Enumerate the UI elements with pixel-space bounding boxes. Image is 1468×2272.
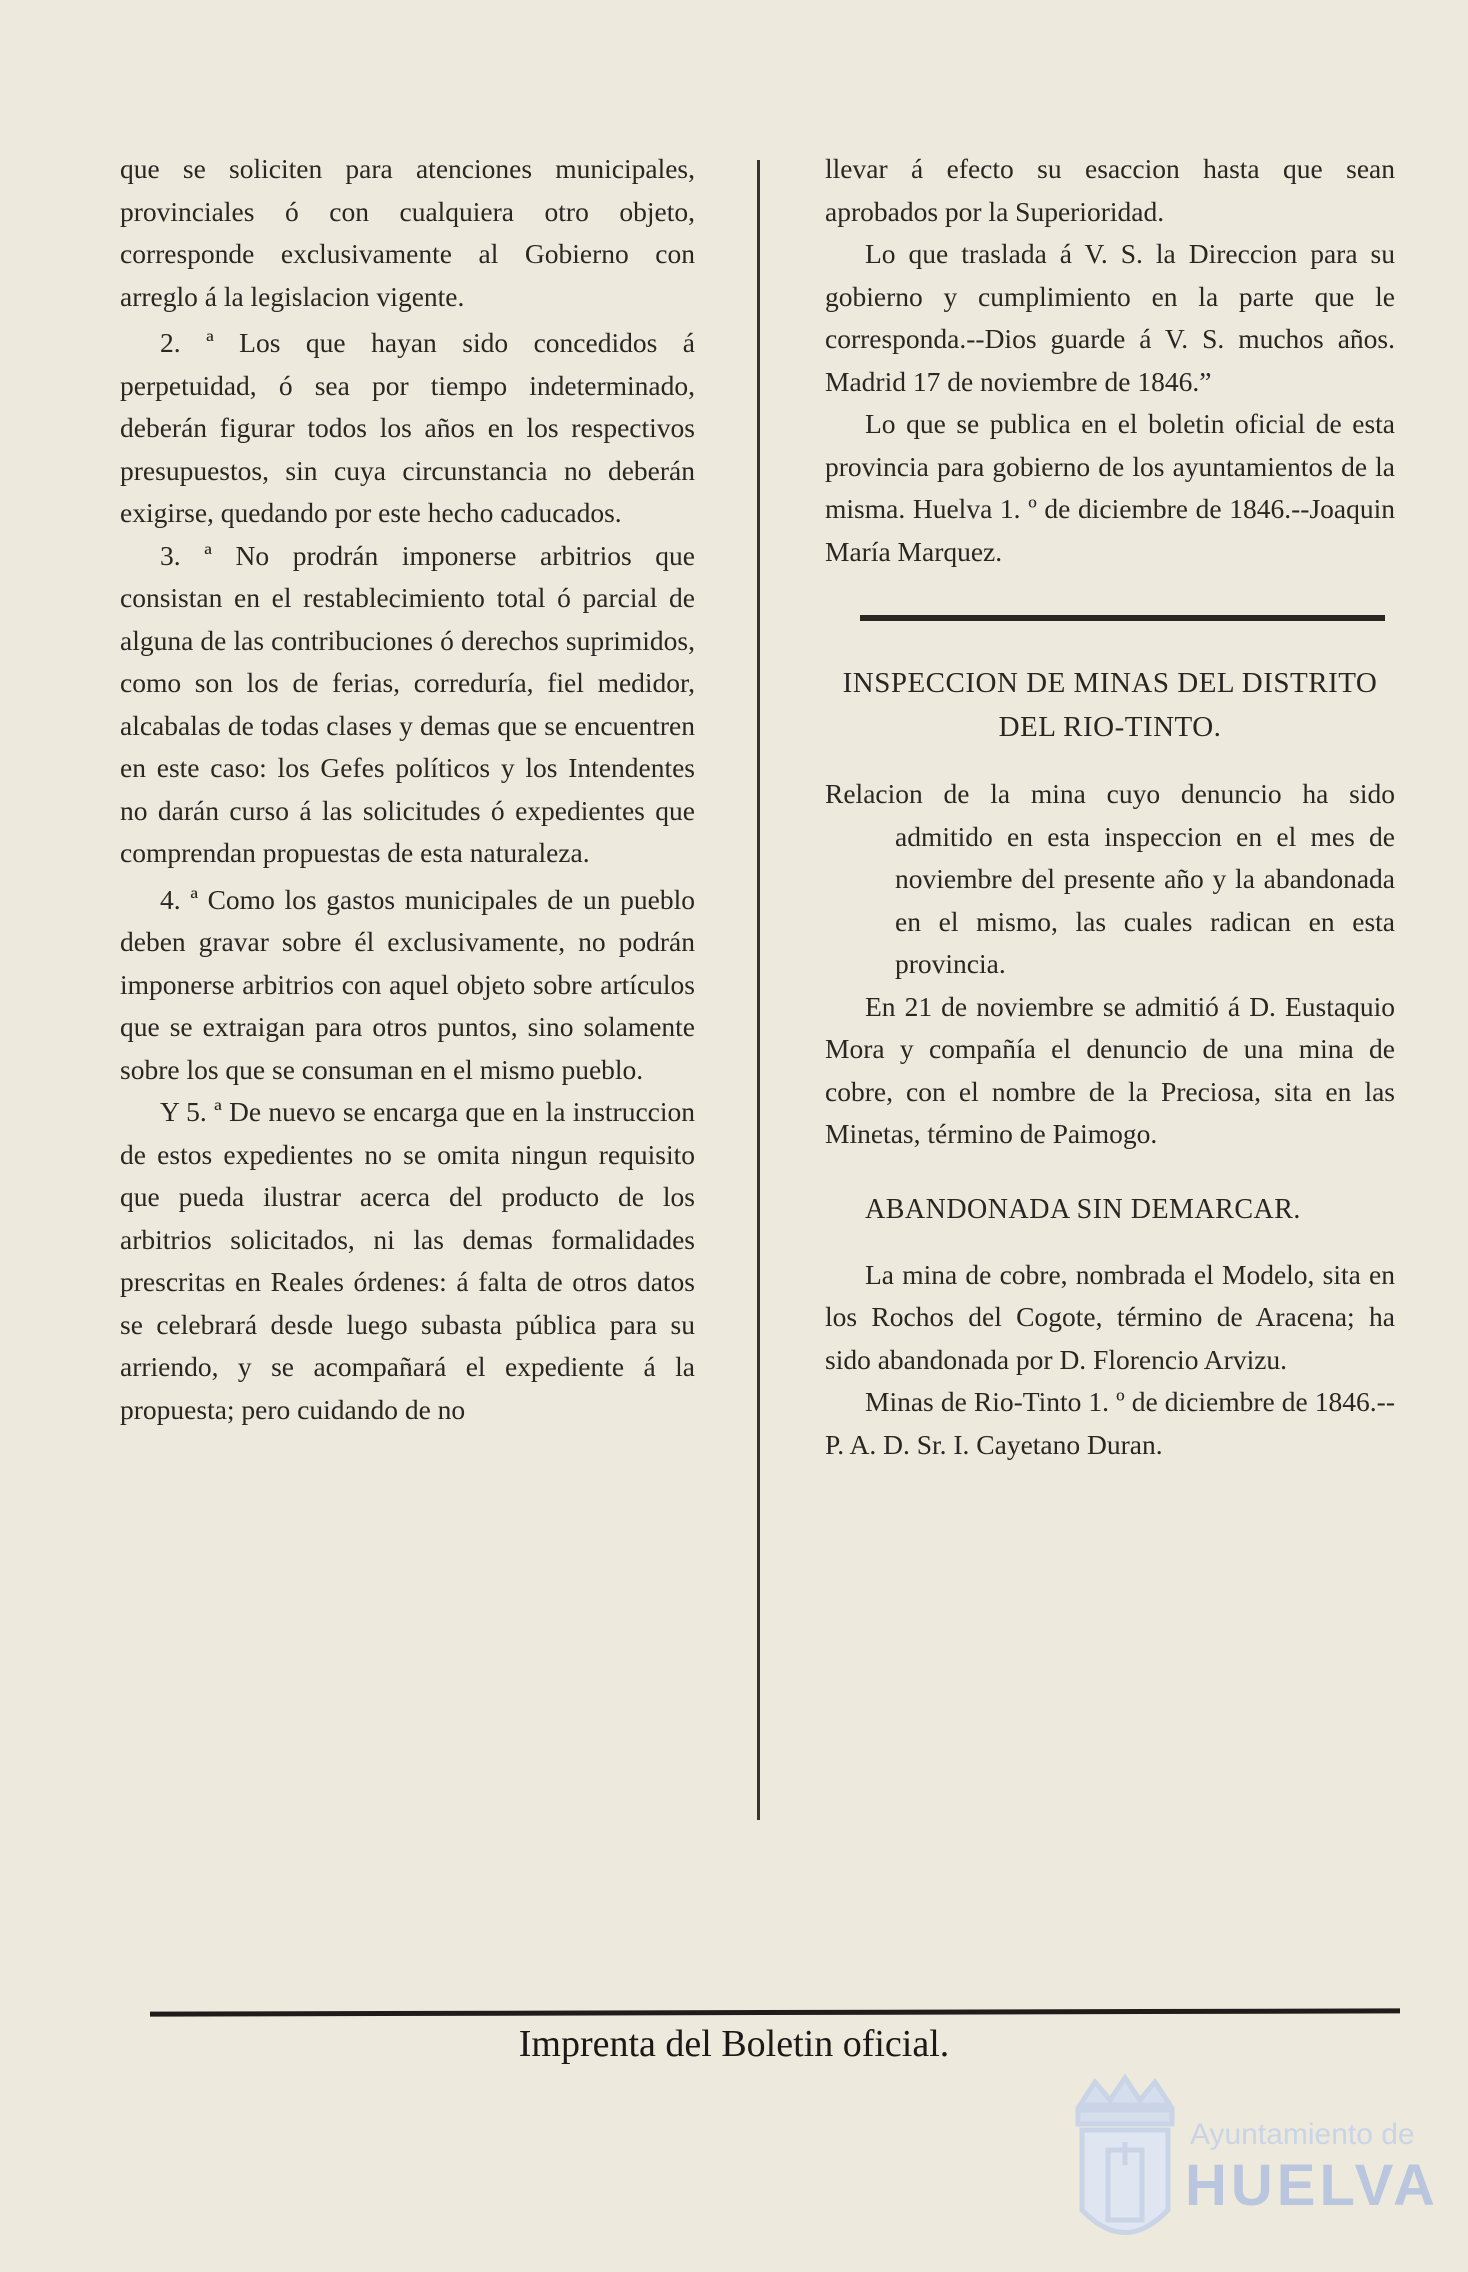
paragraph: Lo que traslada á V. S. la Direccion para su gobierno y cumplimiento en la parte que le corresponda.--Dios guarde á V. S. muchos años. Madrid 17 de noviembre de 1846.” <box>825 238 1395 397</box>
right-column <box>825 148 1395 1466</box>
watermark-line1: Ayuntamiento de <box>1190 2118 1415 2151</box>
watermark-line2: HUELVA <box>1185 2153 1439 2218</box>
column-divider <box>757 160 760 1820</box>
left-column <box>120 148 695 1431</box>
paragraph: La mina de cobre, nombrada el Modelo, sita en los Rochos del Cogote, término de Aracena; ha sido abandonada por D. Florencio Arvizu. <box>825 1258 1395 1375</box>
section-divider <box>860 615 1385 621</box>
section-heading: DEL RIO-TINTO. <box>998 711 1222 743</box>
paragraph: Minas de Rio-Tinto 1. º de diciembre de 1846.--P. A. D. Sr. I. Cayetano Duran. <box>825 1386 1395 1460</box>
relacion-paragraph: Relacion de la mina cuyo denuncio ha sido admitido en esta inspeccion en el mes de noviembre del presente año y la abandonada en el mismo, las cuales radican en esta provincia. <box>825 778 1395 979</box>
paragraph: En 21 de noviembre se admitió á D. Eustaquio Mora y compañía el denuncio de una mina de cobre, con el nombre de la Preciosa, sita en las Minetas, término de Paimogo. <box>825 990 1395 1149</box>
paragraph: Lo que se publica en el boletin oficial de esta provincia para gobierno de los ayuntamientos de la misma. Huelva 1. º de diciembre de 1846.--Joaquin María Marquez. <box>825 408 1395 567</box>
sub-heading: ABANDONADA SIN DEMARCAR. <box>865 1193 1301 1225</box>
footer-rule <box>150 2008 1400 2016</box>
imprenta-footer: Imprenta del Boletin oficial. <box>518 2023 950 2065</box>
paragraph: que se soliciten para atenciones municipales, provinciales ó con cualquiera otro objeto, corresponde exclusivamente al Gobierno con arreglo á la legislacion vigente. <box>120 153 695 312</box>
paragraph: 4. ª Como los gastos municipales de un pueblo deben gravar sobre él exclusivamente, no podrán imponerse arbitrios con aquel objeto sobre artículos que se extraigan para otros puntos, sino solamente sobre los que se consuman en el mismo pueblo. <box>120 883 695 1085</box>
section-heading: INSPECCION DE MINAS DEL DISTRITO <box>842 667 1378 699</box>
paragraph: 3. ª No prodrán imponerse arbitrios que consistan en el restablecimiento total ó parcial de alguna de las contribuciones ó derechos suprimidos, como son los de ferias, correduría, fiel medidor, alcabalas de todas clases y demas que se encuentren en este caso: los Gefes políticos y los Intendentes no darán curso á las solicitudes ó expedientes que comprendan propuestas de esta naturaleza. <box>120 539 695 868</box>
paragraph: Y 5. ª De nuevo se encarga que en la instruccion de estos expedientes no se omita ningun requisito que pueda ilustrar acerca del producto de los arbitrios solicitados, ni las demas formalidades prescritas en Reales órdenes: á falta de otros datos se celebrará desde luego subasta pública para su arriendo, y se acompañará el expediente á la propuesta; pero cuidando de no <box>120 1096 695 1425</box>
paragraph: 2. ª Los que hayan sido concedidos á perpetuidad, ó sea por tiempo indeterminado, deberán figurar todos los años en los respectivos presupuestos, sin cuya circunstancia no deberán exigirse, quedando por este hecho caducados. <box>120 327 695 528</box>
paragraph: llevar á efecto su esaccion hasta que sean aprobados por la Superioridad. <box>825 153 1395 227</box>
